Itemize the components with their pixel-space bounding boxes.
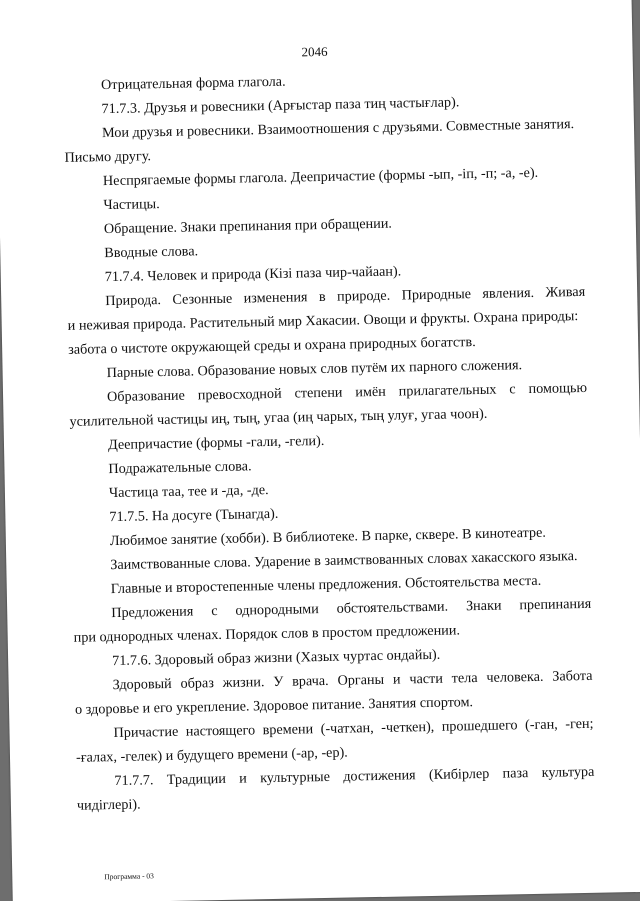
text-line: Образование превосходной степени имён прилагательных с помощью — [106, 379, 588, 406]
text-line: Парные слова. Образование новых слов путём их парного сложения. — [106, 357, 523, 382]
section-heading: 71.7.6. Здоровый образ жизни (Хазых чуртас ондайы). — [112, 646, 441, 670]
text-line: о здоровье и его укрепление. Здоровое питание. Занятия спортом. — [74, 694, 474, 718]
section-heading: 71.7.3. Друзья и ровесники (Арғыстар паза тиң частығлар). — [101, 94, 460, 118]
text-line: Причастие настоящего времени (-чатхан, -четкен), прошедшего (-ган, -ген; — [113, 715, 594, 742]
page-number: 2046 — [301, 43, 328, 60]
text-line: Обращение. Знаки препинания при обращении. — [103, 215, 393, 238]
section-heading: 71.7.4. Человек и природа (Кізі паза чир-чайаан). — [104, 263, 402, 286]
text-line: Письмо другу. — [64, 148, 152, 166]
text-line: Частица таа, тее и -да, -де. — [108, 482, 269, 502]
text-line: Мои друзья и ровесники. Взаимоотношения с друзьями. Совместные занятия. — [101, 116, 575, 142]
text-line: Предложения с однородными обстоятельствами. Знаки препинания — [111, 595, 592, 622]
text-line: Деепричастие (формы -гали, -гели). — [107, 432, 325, 454]
text-line: Здоровый образ жизни. У врача. Органы и части тела человека. Забота — [112, 667, 593, 694]
section-heading: 71.7.5. На досуге (Тынагда). — [109, 505, 279, 526]
page-footer: Программа - 03 — [104, 871, 154, 882]
text-line: Частицы. — [103, 196, 160, 214]
text-line: забота о чистоте окружающей среды и охрана природных богатств. — [68, 334, 476, 358]
section-heading: 71.7.7. Традиции и культурные достижения (Кибірлер паза культура — [114, 763, 595, 790]
text-line: Главные и второстепенные члены предложения. Обстоятельства места. — [110, 572, 542, 598]
text-line: чидіглері). — [76, 796, 141, 814]
text-line: Отрицательная форма глагола. — [100, 73, 286, 94]
text-line: Подражательные слова. — [108, 458, 252, 478]
text-line: Неспрягаемые формы глагола. Деепричастие (формы -ып, -іп, -п; -а, -е). — [102, 164, 539, 190]
text-line: усилительной частицы иң, тың, угаа (иң чарых, тың улуғ, угаа чоон). — [69, 405, 488, 430]
text-line: Вводные слова. — [104, 243, 199, 262]
text-line: Заимствованные слова. Ударение в заимствованных словах хакасского языка. — [110, 548, 578, 574]
text-line: Любимое занятие (хобби). В библиотеке. В парке, сквере. В кинотеатре. — [109, 524, 547, 550]
text-line: и неживая природа. Растительный мир Хакасии. Овощи и фрукты. Охрана природы: — [67, 308, 579, 334]
text-line: -ғалах, -гелек) и будущего времени (-ар, -ер). — [75, 744, 348, 766]
text-line: при однородных членах. Порядок слов в простом предложении. — [73, 622, 461, 646]
text-line: Природа. Сезонные изменения в природе. Природные явления. Живая — [105, 283, 586, 310]
